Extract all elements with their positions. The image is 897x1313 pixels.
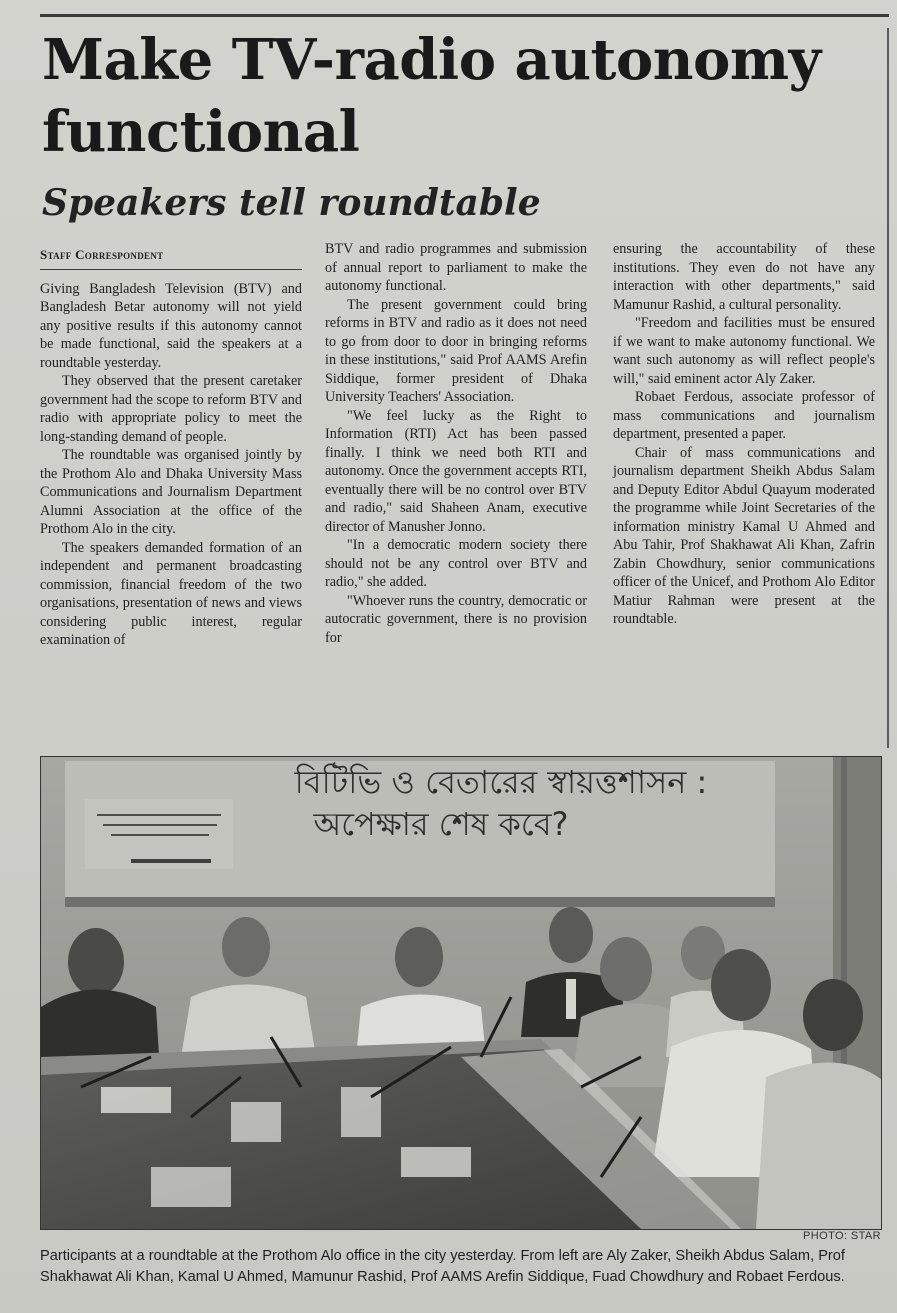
paragraph: The speakers demanded formation of an independent and permanent broadcasting commission, financial freedom of the two organisations, presentation of news and views considering public interest, regular examination of [40, 539, 302, 648]
banner-line-2: অপেক্ষার শেষ কবে? [313, 805, 569, 843]
paragraph: Chair of mass communications and journalism department Sheikh Abdus Salam and Deputy Editor Abdul Quayum moderated the programme while Joint Secretaries of the information ministry Kamal U Ahmed and Abu Tahir, Prof Shakhawat Ali Khan, Zafrin Zabin Chowdhury, senior communications officer of the Unicef, and Prothom Alo Editor Matiur Rahman were present at the roundtable. [613, 444, 875, 627]
banner-line-1: বিটিভি ও বেতারের স্বায়ত্তশাসন : [294, 763, 708, 801]
photo-caption: Participants at a roundtable at the Prothom Alo office in the city yesterday. From left are Aly Zaker, Sheikh Abdus Salam, Prof Shakhawat Ali Khan, Kamal U Ahmed, Mamunur Rashid, Prof AAMS Arefin Siddique, Fuad Chowdhury and Robaet Ferdous. [40, 1248, 845, 1285]
headline: Make TV-radio autonomy functional [42, 27, 821, 165]
paragraph: BTV and radio programmes and submission of annual report to parliament to make the autonomy functional. [325, 241, 587, 294]
article-column-2 [325, 240, 587, 647]
column-rule [887, 28, 889, 748]
paragraph: The present government could bring reforms in BTV and radio as it does not need to go from door to door in bringing reforms in these institutions," said Prof AAMS Arefin Siddique, former president of Dhaka University Teachers' Association. [325, 296, 587, 405]
banner [65, 761, 775, 907]
paragraph: ensuring the accountability of these institutions. They even do not have any interaction with other departments," said Mamunur Rashid, a cultural personality. [613, 241, 875, 313]
byline: Staff Correspondent [40, 240, 302, 270]
paragraph: Robaet Ferdous, associate professor of mass communications and journalism department, presented a paper. [613, 389, 875, 442]
paragraph: "Freedom and facilities must be ensured if we want to make autonomy functional. We want such autonomy as will reflect people's will," said eminent actor Aly Zaker. [613, 315, 875, 387]
paragraph: Giving Bangladesh Television (BTV) and Bangladesh Betar autonomy will not yield any positive results if this autonomy cannot be made functional, said the speakers at a roundtable yesterday. [40, 280, 302, 371]
paragraph: They observed that the present caretaker government had the scope to reform BTV and radio with appropriate policy to meet the long-standing demand of people. [40, 373, 302, 445]
article-column-3 [613, 240, 875, 629]
article-column-1 [40, 240, 302, 650]
paragraph: "Whoever runs the country, democratic or autocratic government, there is no provision for [325, 592, 587, 646]
paragraph: "We feel lucky as the Right to Information (RTI) Act has been passed finally. I think we need both RTI and autonomy. Once the government accepts RTI, eventually there will be no control over BTV and radio," said Shaheen Anam, executive director of Manusher Jonno. [325, 407, 587, 535]
top-rule [40, 14, 889, 17]
photo-illustration [41, 757, 881, 1229]
photo-credit: PHOTO: STAR [803, 1230, 881, 1242]
paragraph: "In a democratic modern society there should not be any control over BTV and radio," she added. [325, 537, 587, 590]
paragraph: The roundtable was organised jointly by the Prothom Alo and Dhaka University Mass Communications and Journalism Department Alumni Association at the office of the Prothom Alo in the city. [40, 447, 302, 537]
subhead: Speakers tell roundtable [42, 182, 541, 224]
roundtable-photo [40, 756, 882, 1230]
